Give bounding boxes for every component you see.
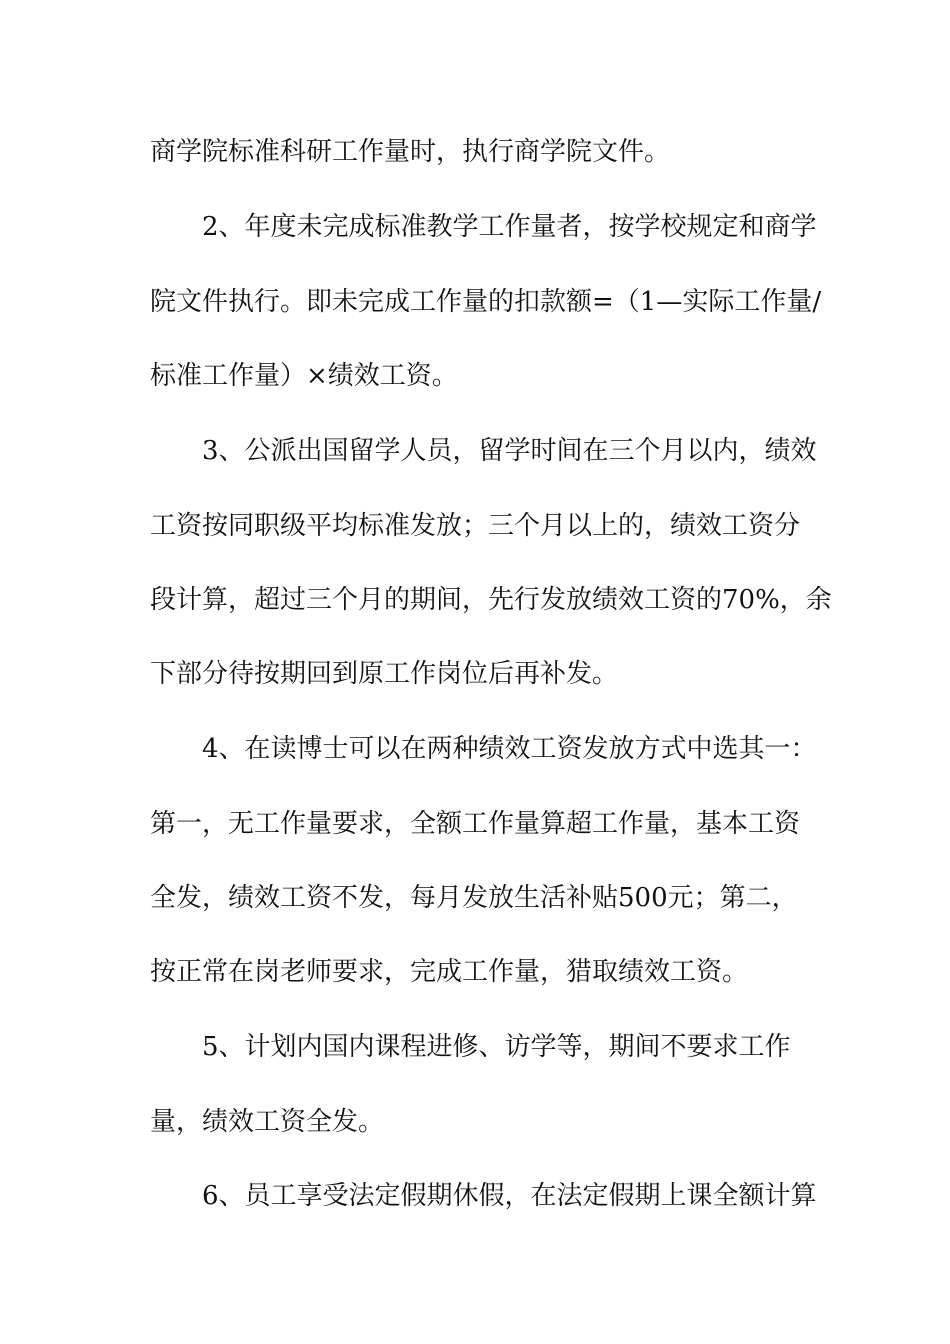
text-line: 按正常在岗老师要求，完成工作量，猎取绩效工资。 (150, 957, 749, 987)
text-line: 第一，无工作量要求，全额工作量算超工作量，基本工资 (150, 809, 801, 839)
text-line: 院文件执行。即未完成工作量的扣款额=（1—实际工作量/ (150, 287, 822, 317)
text-line: 标准工作量）×绩效工资。 (150, 361, 458, 391)
text-line: 下部分待按期回到原工作岗位后再补发。 (150, 659, 619, 689)
text-line: 6、员工享受法定假期休假，在法定假期上课全额计算 (202, 1181, 817, 1211)
text-line: 3、公派出国留学人员，留学时间在三个月以内，绩效 (202, 436, 817, 466)
text-line: 量，绩效工资全发。 (150, 1107, 385, 1137)
text-line: 段计算，超过三个月的期间，先行发放绩效工资的70%，余 (150, 585, 832, 615)
text-line: 2、年度未完成标准教学工作量者，按学校规定和商学 (202, 212, 817, 242)
text-line: 5、计划内国内课程进修、访学等，期间不要求工作 (202, 1032, 791, 1062)
text-line: 全发，绩效工资不发，每月发放生活补贴500元；第二， (150, 883, 798, 913)
text-line: 4、在读博士可以在两种绩效工资发放方式中选其一： (202, 734, 817, 764)
text-line: 商学院标准科研工作量时，执行商学院文件。 (150, 137, 671, 167)
text-line: 工资按同职级平均标准发放；三个月以上的，绩效工资分 (150, 511, 801, 541)
